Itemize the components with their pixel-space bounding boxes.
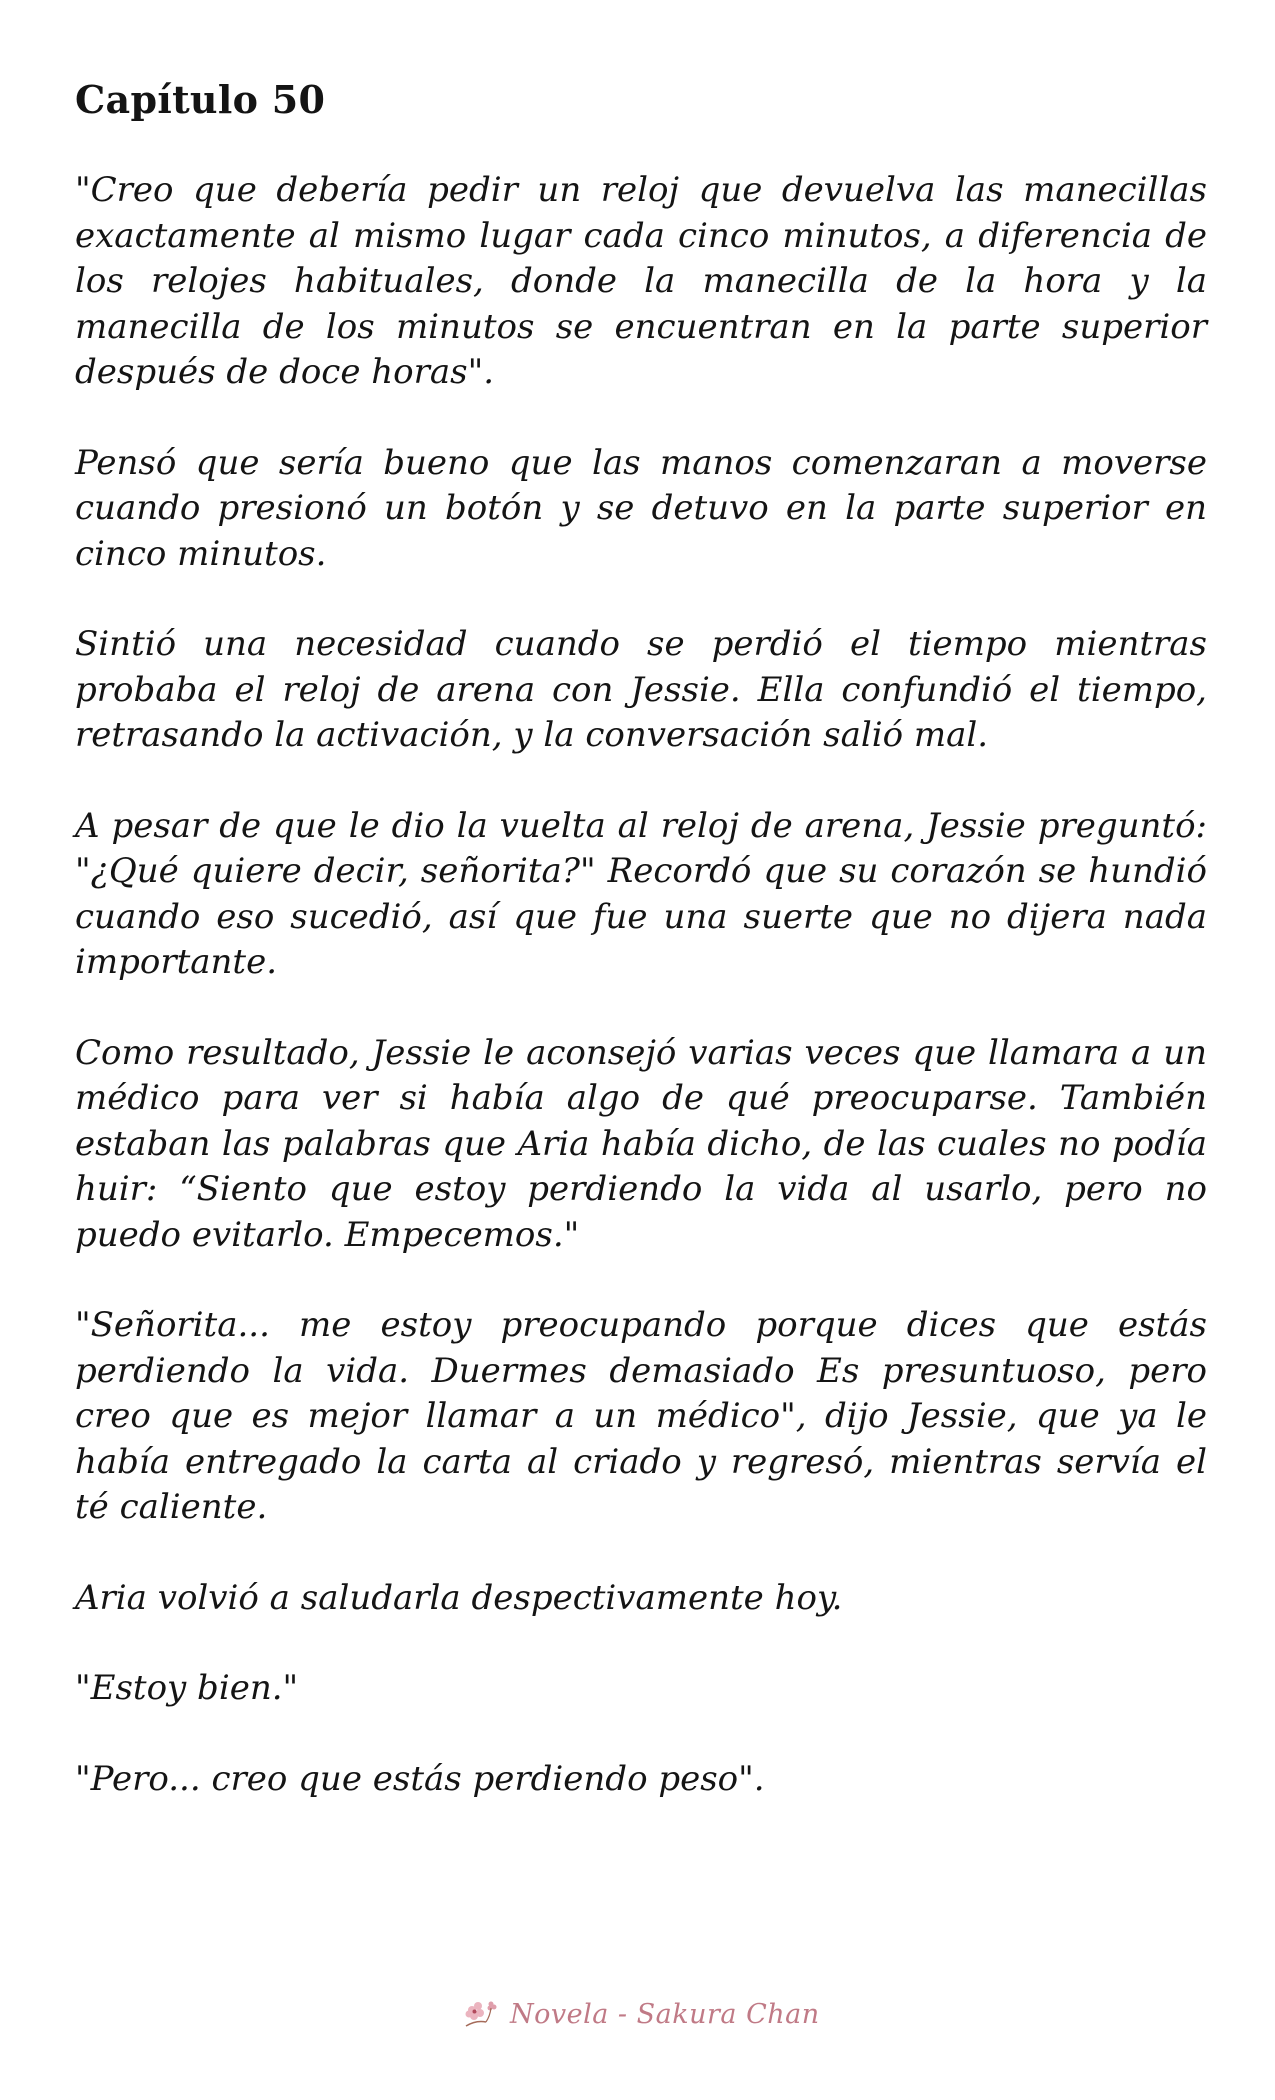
chapter-title: Capítulo 50 [75, 77, 326, 122]
paragraph: Sintió una necesidad cuando se perdió el tiempo mientras probaba el reloj de arena con Jessie. Ella confundió el tiempo, retrasando la activación, y la conversación salió mal. [75, 624, 1207, 755]
paragraph: "Creo que debería pedir un reloj que devuelva las manecillas exactamente al mismo lugar cada cinco minutos, a diferencia de los relojes habituales, donde la manecilla de la hora y la manecilla de los minutos se encuentran en la parte superior después de doce horas". [75, 170, 1207, 392]
paragraph: Como resultado, Jessie le aconsejó varias veces que llamara a un médico para ver si había algo de qué preocuparse. También estaban las palabras que Aria había dicho, de las cuales no podía huir: “Siento que estoy perdiendo la vida al usarlo, pero no puedo evitarlo. Empecemos." [75, 1032, 1207, 1255]
paragraph: "Estoy bien." [75, 1668, 299, 1708]
sakura-blossom-icon [460, 1996, 502, 2032]
paragraph: Aria volvió a saludarla despectivamente hoy. [75, 1577, 843, 1618]
paragraph: Pensó que sería bueno que las manos comenzaran a moverse cuando presionó un botón y se detuvo en la parte superior en cinco minutos. [75, 442, 1207, 574]
watermark [460, 1996, 820, 2032]
paragraph: "Pero... creo que estás perdiendo peso". [75, 1758, 765, 1799]
paragraph: "Señorita... me estoy preocupando porque dices que estás perdiendo la vida. Duermes demasiado Es presuntuoso, pero creo que es mejor llamar a un médico", dijo Jessie, que ya le había entregado la carta al criado y regresó, mientras servía el té caliente. [75, 1305, 1207, 1527]
paragraph: A pesar de que le dio la vuelta al reloj de arena, Jessie preguntó: "¿Qué quiere decir, señorita?" Recordó que su corazón se hundió cuando eso sucedió, así que fue una suerte que no dijera nada importante. [75, 805, 1207, 982]
chapter-page [75, 76, 1207, 1847]
watermark-text: Novela - Sakura Chan [510, 1998, 820, 2030]
